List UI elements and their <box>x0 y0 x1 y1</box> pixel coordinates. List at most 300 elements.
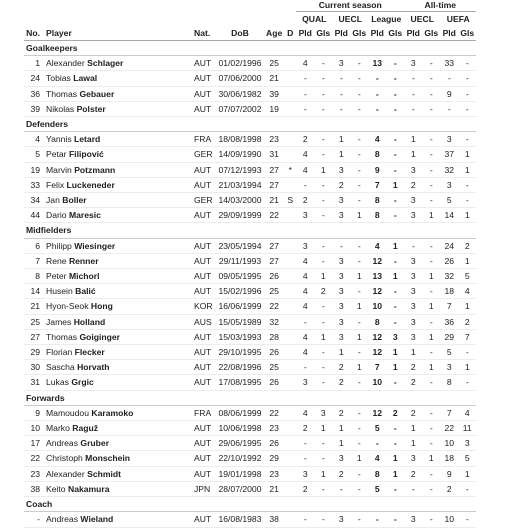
player-nationality: AUT <box>192 375 216 390</box>
stat-gls: - <box>314 436 332 451</box>
player-dob: 30/06/1982 <box>216 86 264 101</box>
player-name <box>44 451 192 466</box>
stat-gls: 1 <box>386 345 404 360</box>
stat-pld: 3 <box>440 360 458 375</box>
stat-pld: 13 <box>368 56 386 71</box>
player-nationality: AUT <box>192 238 216 253</box>
player-last-name[interactable]: Renner <box>68 255 99 266</box>
player-age: 21 <box>264 71 284 86</box>
stat-gls: - <box>350 162 368 177</box>
stat-gls: 2 <box>314 284 332 299</box>
stat-gls: - <box>314 71 332 86</box>
player-first-name[interactable]: James <box>46 316 72 327</box>
player-last-name[interactable]: Letard <box>74 134 101 145</box>
stat-pld: 13 <box>368 269 386 284</box>
all-time-header: All-time <box>404 0 476 12</box>
player-d <box>284 284 296 299</box>
stat-pld: 3 <box>404 329 422 344</box>
stat-pld: 3 <box>332 162 350 177</box>
stat-pld: 1 <box>332 421 350 436</box>
player-age: 22 <box>264 405 284 420</box>
stat-pld: 32 <box>440 269 458 284</box>
col-pld: Pld <box>440 26 458 41</box>
player-number: 38 <box>24 481 44 496</box>
table-row <box>24 466 476 481</box>
player-number: 7 <box>24 253 44 268</box>
stat-pld: 1 <box>404 147 422 162</box>
stat-gls: - <box>314 314 332 329</box>
player-d <box>284 512 296 527</box>
stat-pld: 1 <box>332 147 350 162</box>
player-last-name[interactable]: Monschein <box>85 453 131 464</box>
stat-gls: - <box>350 132 368 147</box>
player-last-name[interactable]: Hong <box>90 301 113 312</box>
stat-gls: 3 <box>314 405 332 420</box>
stat-gls: - <box>422 238 440 253</box>
stat-pld: 4 <box>296 299 314 314</box>
player-first-name[interactable]: Philipp <box>46 240 72 251</box>
section-header <box>24 117 476 132</box>
stat-gls: - <box>350 56 368 71</box>
stat-gls: - <box>386 421 404 436</box>
table-row <box>24 451 476 466</box>
stat-gls: 1 <box>350 299 368 314</box>
stat-pld: 2 <box>296 481 314 496</box>
player-number: 22 <box>24 451 44 466</box>
stat-pld: 4 <box>296 162 314 177</box>
player-last-name[interactable]: Potzmann <box>74 164 116 175</box>
player-age: 23 <box>264 132 284 147</box>
player-d <box>284 253 296 268</box>
stat-pld: 4 <box>296 284 314 299</box>
stat-gls: - <box>314 86 332 101</box>
stat-gls: - <box>458 132 476 147</box>
player-last-name[interactable]: Filipović <box>68 149 104 160</box>
stat-pld: 3 <box>404 451 422 466</box>
stat-pld: 5 <box>368 421 386 436</box>
player-first-name[interactable]: Andreas <box>46 514 79 525</box>
player-number: 39 <box>24 101 44 116</box>
stat-gls: - <box>422 481 440 496</box>
table-row <box>24 193 476 208</box>
stat-gls: - <box>458 375 476 390</box>
stat-gls: 1 <box>350 269 368 284</box>
stat-pld: - <box>404 71 422 86</box>
stat-gls: - <box>314 345 332 360</box>
player-first-name[interactable]: Marko <box>46 423 70 434</box>
stat-gls: 1 <box>314 421 332 436</box>
stat-pld: 5 <box>368 481 386 496</box>
player-name <box>44 71 192 86</box>
stat-gls: - <box>422 421 440 436</box>
player-dob: 07/07/2002 <box>216 101 264 116</box>
player-last-name[interactable]: Wiesinger <box>74 240 116 251</box>
col-gls: Gls <box>386 26 404 41</box>
col-pld: Pld <box>296 26 314 41</box>
player-first-name[interactable]: Sascha <box>46 362 75 373</box>
stat-gls: - <box>458 177 476 192</box>
stat-pld: 26 <box>440 253 458 268</box>
stat-gls: - <box>422 314 440 329</box>
stat-gls: - <box>386 101 404 116</box>
player-dob: 14/09/1990 <box>216 147 264 162</box>
player-last-name[interactable]: Michorl <box>68 271 100 282</box>
stat-pld: 37 <box>440 147 458 162</box>
player-age: 26 <box>264 375 284 390</box>
player-dob: 29/10/1995 <box>216 345 264 360</box>
stat-pld: - <box>404 86 422 101</box>
stat-gls: - <box>458 56 476 71</box>
stat-pld: 24 <box>440 238 458 253</box>
stat-gls: - <box>350 375 368 390</box>
player-age: 21 <box>264 481 284 496</box>
table-row <box>24 253 476 268</box>
player-number: 27 <box>24 329 44 344</box>
stat-gls: 1 <box>458 360 476 375</box>
stat-gls: - <box>386 436 404 451</box>
player-d <box>284 56 296 71</box>
stat-gls: 11 <box>458 421 476 436</box>
player-number: 17 <box>24 436 44 451</box>
stat-pld: 1 <box>332 345 350 360</box>
player-first-name[interactable]: Petar <box>46 149 67 160</box>
player-number: 44 <box>24 208 44 223</box>
comp-qual-header: QUAL <box>302 14 327 24</box>
player-d <box>284 208 296 223</box>
player-name <box>44 405 192 420</box>
player-name <box>44 360 192 375</box>
player-dob: 17/08/1995 <box>216 375 264 390</box>
player-name <box>44 345 192 360</box>
player-name <box>44 162 192 177</box>
player-name <box>44 132 192 147</box>
table-row <box>24 360 476 375</box>
stat-pld: 3 <box>332 253 350 268</box>
player-last-name[interactable]: Horvath <box>77 362 110 373</box>
stat-pld: 10 <box>368 375 386 390</box>
player-d <box>284 147 296 162</box>
stat-gls: - <box>350 421 368 436</box>
player-first-name[interactable]: Thomas <box>46 88 78 99</box>
stat-gls: 1 <box>314 466 332 481</box>
player-dob: 15/03/1993 <box>216 329 264 344</box>
player-dob: 09/05/1995 <box>216 269 264 284</box>
stat-pld: 3 <box>332 193 350 208</box>
stat-gls: - <box>350 71 368 86</box>
player-age: 22 <box>264 208 284 223</box>
stat-gls: - <box>314 177 332 192</box>
stat-pld: 36 <box>440 314 458 329</box>
player-first-name[interactable]: Hyon-Seok <box>46 301 89 312</box>
stat-gls: - <box>458 193 476 208</box>
stat-pld: 2 <box>332 375 350 390</box>
stat-pld: 3 <box>296 208 314 223</box>
section-header <box>24 41 476 56</box>
stat-gls: - <box>422 375 440 390</box>
stat-pld: 3 <box>404 299 422 314</box>
stat-pld: 12 <box>368 253 386 268</box>
player-first-name[interactable]: Jan <box>46 195 60 206</box>
stat-pld: 4 <box>296 345 314 360</box>
stat-gls: - <box>350 481 368 496</box>
stat-pld: - <box>296 512 314 527</box>
stat-pld: 2 <box>404 405 422 420</box>
player-d <box>284 436 296 451</box>
player-last-name[interactable]: Balić <box>75 286 96 297</box>
player-last-name[interactable]: Nakamura <box>67 483 110 494</box>
player-age: 28 <box>264 329 284 344</box>
stat-pld: - <box>296 177 314 192</box>
stat-pld: 3 <box>404 284 422 299</box>
stat-gls: - <box>458 86 476 101</box>
player-name <box>44 512 192 527</box>
player-number: 8 <box>24 269 44 284</box>
stat-pld: - <box>440 71 458 86</box>
stat-gls: 1 <box>458 299 476 314</box>
stat-pld: - <box>332 86 350 101</box>
player-nationality: AUT <box>192 436 216 451</box>
player-nationality: AUT <box>192 253 216 268</box>
player-last-name[interactable]: Boller <box>62 195 87 206</box>
player-last-name[interactable]: Karamoko <box>91 407 134 418</box>
stat-gls: - <box>314 375 332 390</box>
stat-pld: - <box>296 360 314 375</box>
stat-pld: 22 <box>440 421 458 436</box>
player-number: 33 <box>24 177 44 192</box>
stat-gls: - <box>314 193 332 208</box>
stat-gls: - <box>422 71 440 86</box>
player-last-name[interactable]: Polster <box>76 103 106 114</box>
current-season-header: Current season <box>296 0 404 12</box>
squad-table <box>24 0 476 528</box>
stat-pld: 2 <box>404 375 422 390</box>
stat-pld: - <box>332 481 350 496</box>
stat-gls: 2 <box>458 314 476 329</box>
table-row <box>24 162 476 177</box>
col-dob: DoB <box>216 26 264 41</box>
player-first-name[interactable]: Peter <box>46 271 67 282</box>
stat-pld: 12 <box>368 345 386 360</box>
table-row <box>24 375 476 390</box>
stat-gls: - <box>350 284 368 299</box>
player-first-name[interactable]: Yannis <box>46 134 72 145</box>
player-last-name[interactable]: Schlager <box>87 58 124 69</box>
stat-pld: 5 <box>440 193 458 208</box>
player-nationality: AUT <box>192 284 216 299</box>
player-age: 32 <box>264 314 284 329</box>
player-age: 27 <box>264 238 284 253</box>
player-nationality: AUT <box>192 86 216 101</box>
stat-gls: 2 <box>458 238 476 253</box>
stat-pld: 2 <box>296 421 314 436</box>
stat-pld: 3 <box>332 451 350 466</box>
player-nationality: GER <box>192 193 216 208</box>
player-nationality: AUS <box>192 314 216 329</box>
player-age: 23 <box>264 466 284 481</box>
player-nationality: KOR <box>192 299 216 314</box>
player-first-name[interactable]: Dario <box>46 210 67 221</box>
player-first-name[interactable]: Husein <box>46 286 73 297</box>
player-nationality: AUT <box>192 56 216 71</box>
stat-gls: - <box>458 512 476 527</box>
player-age: 39 <box>264 86 284 101</box>
stat-gls: 1 <box>386 269 404 284</box>
player-first-name[interactable]: Andreas <box>46 438 79 449</box>
stat-gls: - <box>386 132 404 147</box>
stat-pld: 9 <box>440 466 458 481</box>
stat-pld: 2 <box>404 360 422 375</box>
player-age: 25 <box>264 284 284 299</box>
stat-pld: 4 <box>368 238 386 253</box>
player-last-name[interactable]: Maresic <box>68 210 101 221</box>
stat-pld: 3 <box>332 299 350 314</box>
stat-gls: - <box>314 299 332 314</box>
stat-gls: - <box>386 253 404 268</box>
stat-pld: 2 <box>404 466 422 481</box>
stat-gls: - <box>422 147 440 162</box>
stat-pld: 3 <box>404 208 422 223</box>
stat-pld: 2 <box>332 405 350 420</box>
player-first-name[interactable]: Christoph <box>46 453 83 464</box>
player-first-name[interactable]: Nikolas <box>46 103 75 114</box>
player-first-name[interactable]: Rene <box>46 255 67 266</box>
stat-pld: 2 <box>296 132 314 147</box>
player-number: 14 <box>24 284 44 299</box>
stat-pld: 9 <box>440 86 458 101</box>
player-dob: 14/03/2000 <box>216 193 264 208</box>
squad-body <box>24 41 476 528</box>
stat-gls: 1 <box>350 329 368 344</box>
player-name <box>44 177 192 192</box>
player-last-name[interactable]: Gruber <box>80 438 110 449</box>
section-title: Coach <box>24 497 476 512</box>
stat-pld: 8 <box>368 147 386 162</box>
player-dob: 29/09/1999 <box>216 208 264 223</box>
player-last-name[interactable]: Grgic <box>71 377 94 388</box>
player-nationality: AUT <box>192 512 216 527</box>
stat-pld: 3 <box>332 269 350 284</box>
player-first-name[interactable]: Florian <box>46 347 73 358</box>
player-d <box>284 421 296 436</box>
stat-pld: - <box>368 101 386 116</box>
stat-gls: - <box>422 177 440 192</box>
stat-gls: - <box>422 512 440 527</box>
stat-pld: - <box>368 512 386 527</box>
player-first-name[interactable]: Marvin <box>46 164 72 175</box>
player-first-name[interactable]: Lukas <box>46 377 69 388</box>
player-name <box>44 375 192 390</box>
player-first-name[interactable]: Thomas <box>46 331 78 342</box>
stat-gls: - <box>386 375 404 390</box>
player-age: 27 <box>264 177 284 192</box>
player-dob: 15/02/1996 <box>216 284 264 299</box>
player-last-name[interactable]: Lawal <box>73 73 98 84</box>
stat-pld: 4 <box>296 147 314 162</box>
player-last-name[interactable]: Goiginger <box>79 331 121 342</box>
section-title: Forwards <box>24 390 476 405</box>
player-last-name[interactable]: Luckeneder <box>66 179 115 190</box>
player-age: 26 <box>264 345 284 360</box>
stat-gls: - <box>422 436 440 451</box>
player-dob: 16/08/1983 <box>216 512 264 527</box>
stat-pld: - <box>332 71 350 86</box>
player-first-name[interactable]: Alexander <box>46 58 85 69</box>
player-first-name[interactable]: Alexander <box>46 468 85 479</box>
stat-pld: 3 <box>404 56 422 71</box>
player-last-name[interactable]: Flecker <box>74 347 105 358</box>
stat-gls: - <box>314 132 332 147</box>
stat-gls: 1 <box>458 147 476 162</box>
player-last-name[interactable]: Raguž <box>72 423 99 434</box>
player-nationality: AUT <box>192 345 216 360</box>
player-first-name[interactable]: Mamoudou <box>46 407 89 418</box>
comp-uefa-header: UEFA <box>446 14 470 24</box>
col-d: D <box>284 26 296 41</box>
stat-gls: 1 <box>386 360 404 375</box>
table-row <box>24 208 476 223</box>
stat-pld: - <box>296 86 314 101</box>
player-last-name[interactable]: Holland <box>73 316 106 327</box>
comp-uecl-alltime-header: UECL <box>410 14 434 24</box>
stat-gls: - <box>386 512 404 527</box>
table-row <box>24 436 476 451</box>
player-name <box>44 101 192 116</box>
player-last-name[interactable]: Gebauer <box>79 88 115 99</box>
player-number: 9 <box>24 405 44 420</box>
table-row <box>24 177 476 192</box>
table-row <box>24 238 476 253</box>
stat-gls: - <box>314 360 332 375</box>
player-first-name[interactable]: Tobias <box>46 73 71 84</box>
stat-pld: - <box>332 238 350 253</box>
stat-pld: 10 <box>368 299 386 314</box>
stat-pld: 10 <box>440 512 458 527</box>
col-gls: Gls <box>350 26 368 41</box>
stat-gls: - <box>386 299 404 314</box>
player-d <box>284 314 296 329</box>
stat-pld: 4 <box>296 405 314 420</box>
stat-pld: 8 <box>368 314 386 329</box>
player-nationality: AUT <box>192 451 216 466</box>
player-nationality: GER <box>192 147 216 162</box>
stat-gls: - <box>422 132 440 147</box>
stat-gls: - <box>422 193 440 208</box>
player-last-name[interactable]: Wieland <box>80 514 114 525</box>
player-nationality: AUT <box>192 421 216 436</box>
stat-gls: - <box>422 101 440 116</box>
table-row <box>24 329 476 344</box>
table-row <box>24 71 476 86</box>
player-d <box>284 466 296 481</box>
section-header <box>24 497 476 512</box>
stat-gls: 1 <box>386 451 404 466</box>
stat-pld: 3 <box>404 269 422 284</box>
stat-gls: - <box>314 451 332 466</box>
player-d <box>284 345 296 360</box>
section-header <box>24 223 476 238</box>
player-d: * <box>284 162 296 177</box>
player-last-name[interactable]: Schmidt <box>87 468 121 479</box>
player-name <box>44 86 192 101</box>
stat-gls: - <box>386 193 404 208</box>
player-first-name[interactable]: Felix <box>46 179 65 190</box>
player-age: 19 <box>264 101 284 116</box>
stat-pld: 3 <box>404 512 422 527</box>
section-header <box>24 390 476 405</box>
player-d <box>284 101 296 116</box>
player-age: 27 <box>264 253 284 268</box>
player-first-name[interactable]: Keito <box>46 483 66 494</box>
